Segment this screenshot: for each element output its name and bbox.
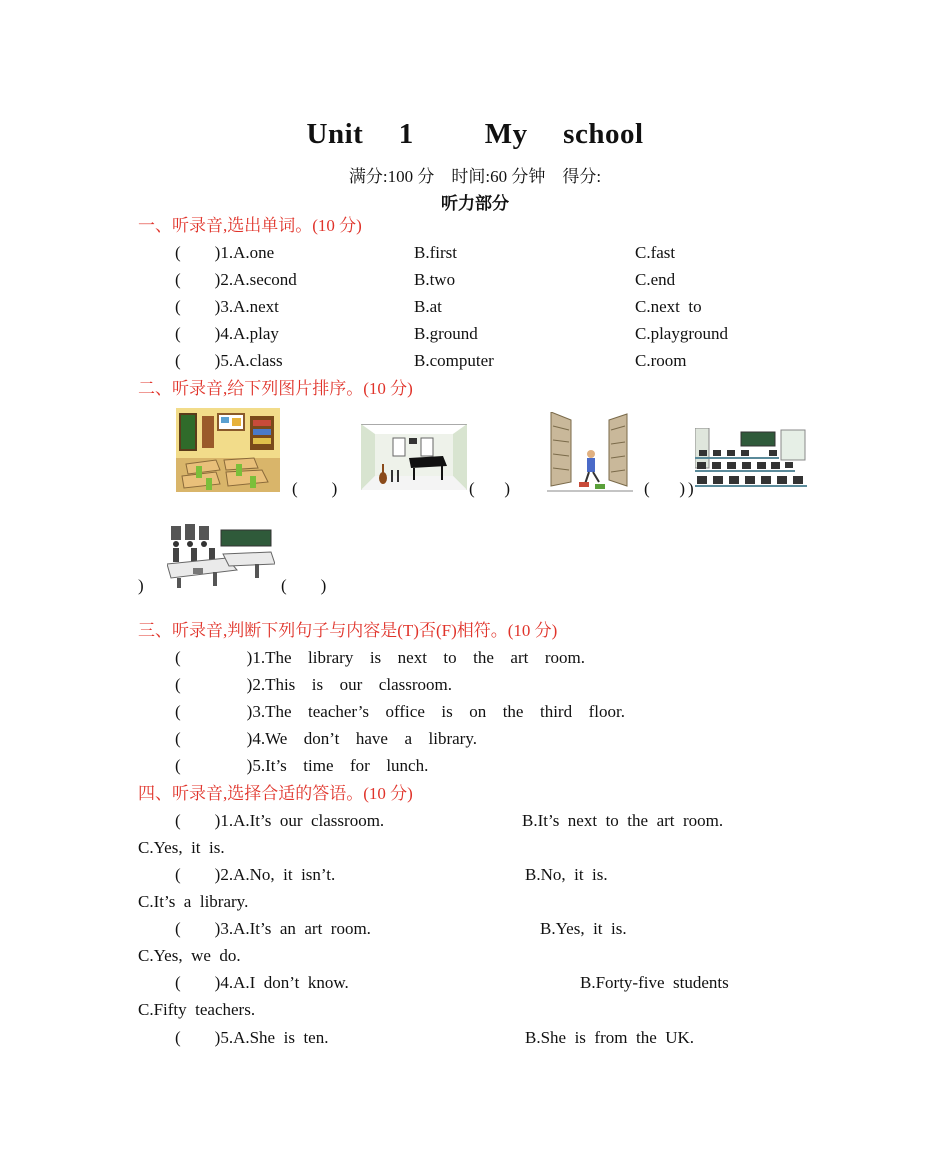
statement-row: ( )4.We don’t have a library. (175, 729, 477, 748)
question-option-a: ( )3.A.It’s an art room. (175, 919, 371, 938)
page-title: Unit 1 My school (306, 118, 644, 150)
answer-blank[interactable]: ( ) (469, 479, 511, 498)
option-c: C.Yes, we do. (138, 946, 241, 965)
question-row (0, 297, 950, 319)
option-b: B.ground (414, 324, 478, 343)
part-heading: 听力部分 (441, 194, 509, 213)
option-b: B.Yes, it is. (540, 919, 627, 938)
answer-blank[interactable]: ( ) (281, 576, 327, 595)
question-option-a: ( )5.A.She is ten. (175, 1028, 329, 1047)
option-b: B.It’s next to the art room. (522, 811, 724, 830)
computer-room-picture (695, 428, 807, 492)
question-option-a: ( )4.A.play (175, 324, 279, 343)
library-picture (547, 412, 633, 494)
section1-heading: 一、听录音,选出单词。(10 分) (138, 216, 362, 235)
art-room-picture (167, 524, 275, 588)
answer-blank-close: ) (138, 576, 144, 595)
section3-heading: 三、听录音,判断下列句子与内容是(T)否(F)相符。(10 分) (138, 621, 558, 640)
statement-row: ( )2.This is our classroom. (175, 675, 452, 694)
option-b: B.at (414, 297, 442, 316)
question-option-a: ( )1.A.It’s our classroom. (175, 811, 385, 830)
section4-heading: 四、听录音,选择合适的答语。(10 分) (138, 784, 413, 803)
question-option-a: ( )5.A.class (175, 351, 283, 370)
question-row (0, 324, 950, 346)
option-c: C.Fifty teachers. (138, 1000, 256, 1019)
option-b: B.Forty-five students (580, 973, 729, 992)
question-option-a: ( )3.A.next (175, 297, 279, 316)
option-c: C.It’s a library. (138, 892, 249, 911)
option-b: B.computer (414, 351, 494, 370)
score-info: 满分:100 分 时间:60 分钟 得分: (348, 167, 602, 186)
option-c: C.next to (635, 297, 702, 316)
option-b: B.two (414, 270, 456, 289)
music-room-picture (361, 424, 467, 490)
question-row (0, 270, 950, 292)
question-row (0, 243, 950, 265)
answer-blank[interactable]: ( ) (644, 479, 686, 498)
statement-row: ( )3.The teacher’s office is on the third floor. (175, 702, 625, 721)
section2-heading: 二、听录音,给下列图片排序。(10 分) (138, 379, 413, 398)
question-option-a: ( )4.A.I don’t know. (175, 973, 349, 992)
option-b: B.first (414, 243, 457, 262)
option-c: C.fast (635, 243, 676, 262)
statement-row: ( )5.It’s time for lunch. (175, 756, 429, 775)
option-c: C.playground (635, 324, 729, 343)
option-b: B.No, it is. (525, 865, 608, 884)
question-row (0, 351, 950, 373)
question-option-a: ( )2.A.second (175, 270, 297, 289)
answer-blank[interactable]: ( ) (292, 479, 338, 498)
option-c: C.room (635, 351, 687, 370)
option-c: C.end (635, 270, 676, 289)
option-c: C.Yes, it is. (138, 838, 225, 857)
question-option-a: ( )2.A.No, it isn’t. (175, 865, 336, 884)
classroom-picture (176, 408, 280, 492)
statement-row: ( )1.The library is next to the art room. (175, 648, 585, 667)
answer-blank-close: ) (688, 479, 694, 498)
question-option-a: ( )1.A.one (175, 243, 275, 262)
option-b: B.She is from the UK. (525, 1028, 695, 1047)
